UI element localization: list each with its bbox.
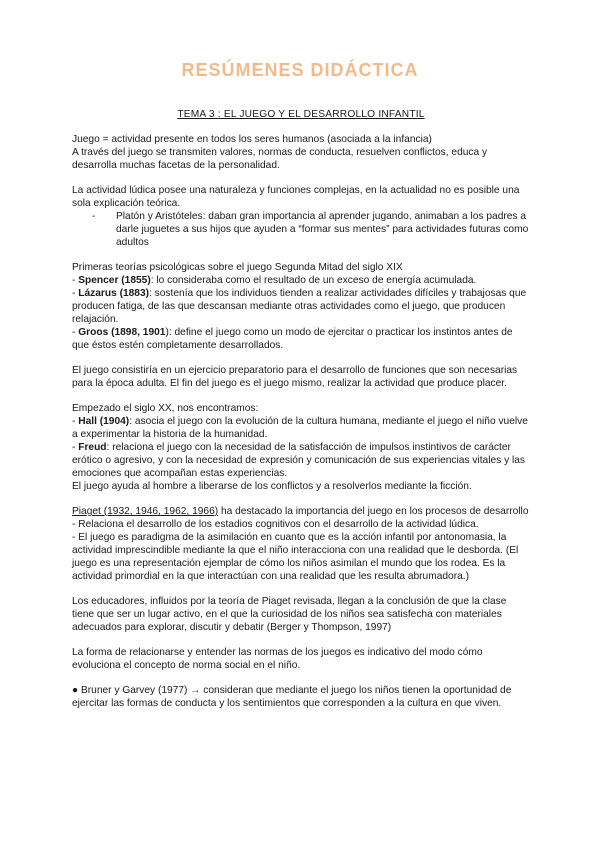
- siglo-xx-closing: El juego ayuda al hombre a liberarse de los conflictos y a resolverlos mediante la ficción.: [72, 481, 472, 492]
- piaget-section: [72, 505, 530, 583]
- freud-text: : relaciona el juego con la necesidad de la satisfacción de impulsos instintivos de carácter erótico o agresivo, y con la necesidad de expresión y comunicación de sus experiencias vitales y las emociones que acompañan estas experiencias.: [72, 442, 526, 479]
- platon-text: Platón y Aristóteles: daban gran importancia al aprender jugando, animaban a los padres a darle juguetes a sus hijos que ayuden a “formar sus mentes” para actividades futuras como adultos: [116, 211, 529, 248]
- platon-bullet: [92, 210, 530, 249]
- intro-section: [72, 133, 530, 172]
- preparatorio-text: El juego consistiría en un ejercicio preparatorio para el desarrollo de funciones que son necesarias para la época adulta. El fin del juego es el juego mismo, realizar la actividad que produce placer.: [72, 365, 518, 389]
- brand-header: RESÚMENES DIDÁCTICA: [181, 60, 419, 80]
- primeras-section: [72, 261, 530, 352]
- hall-name: Hall (1904): [78, 416, 130, 427]
- preparatorio-section: [72, 364, 530, 390]
- lazarus-name: Lázarus (1883): [78, 288, 150, 299]
- hall-text: : asocia el juego con la evolución de la cultura humana, mediante el juego el niño vuelve a experimentar la historia de la humanidad.: [72, 416, 528, 440]
- primeras-heading: Primeras teorías psicológicas sobre el juego Segunda Mitad del siglo XIX: [72, 262, 403, 273]
- piaget-intro: [72, 505, 530, 518]
- normas-section: [72, 646, 530, 672]
- piaget-point-1: - Relaciona el desarrollo de los estadios cognitivos con el desarrollo de la actividad lúdica.: [72, 519, 479, 530]
- educadores-text: Los educadores, influidos por la teoría de Piaget revisada, llegan a la conclusión de que la clase tiene que ser un lugar activo, en el que la curiosidad de los niños sea satisfecha con materiales adecuados para explorar, discutir y debatir (Berger y Thompson, 1997): [72, 596, 507, 633]
- freud-item: - Freud: relaciona el juego con la necesidad de la satisfacción de impulsos instintivos de carácter erótico o agresivo, y con la necesidad de expresión y comunicación de sus experiencias vitales y las emociones que acompañan estas experiencias.: [72, 442, 526, 479]
- ludica-text: La actividad lúdica posee una naturaleza y funciones complejas, en la actualidad no es posible una sola explicación teórica.: [72, 185, 520, 209]
- siglo-xx-heading: Empezado el siglo XX, nos encontramos:: [72, 403, 259, 414]
- freud-name: Freud: [78, 442, 107, 453]
- spencer-text: : lo consideraba como el resultado de un exceso de energía acumulada.: [150, 275, 477, 286]
- ludica-section: [72, 184, 530, 249]
- normas-text: La forma de relacionarse y entender las normas de los juegos es indicativo del modo cómo evoluciona el concepto de norma social en el niño.: [72, 647, 483, 671]
- lazarus-text: : sostenía que los individuos tienden a realizar actividades difíciles y trabajosas que producen fatiga, de las que descansan mediante otras actividades como el juego, que producen relajación.: [72, 288, 527, 325]
- bullet-dash: -: [92, 211, 96, 222]
- groos-text: ): define el juego como un modo de ejercitar o practicar los instintos antes de que éstos estén completamente desarrollados.: [72, 327, 513, 351]
- piaget-point-2: - El juego es paradigma de la asimilación en cuanto que es la acción infantil por antonomasia, la actividad imprescindible mediante la que el niño interacciona con una realidad que le desborda. (El juego es una representación ejemplar de cómo los niños asimilan el mundo que los rodea. Es la actividad primordial en la que interactúan con una realidad que les resulta abrumadora.): [72, 532, 519, 582]
- intro-line-2: A través del juego se transmiten valores, normas de conducta, resuelven conflictos, educa y desarrolla muchas facetas de la personalidad.: [72, 147, 488, 171]
- spencer-item: - Spencer (1855): lo consideraba como el resultado de un exceso de energía acumulada.: [72, 275, 477, 286]
- siglo-xx-section: [72, 402, 530, 493]
- groos-item: - Groos (1898, 1901): define el juego como un modo de ejercitar o practicar los instintos antes de que éstos estén completamente desarrollados.: [72, 327, 513, 351]
- educadores-section: [72, 595, 530, 634]
- bruner-section: [72, 684, 530, 710]
- intro-line-1: Juego = actividad presente en todos los seres humanos (asociada a la infancia): [72, 134, 432, 145]
- page-title: TEMA 3 : EL JUEGO Y EL DESARROLLO INFANTIL: [177, 109, 425, 120]
- document-body: [72, 108, 530, 722]
- groos-name: Groos (1898, 1901: [78, 327, 166, 338]
- lazarus-item: - Lázarus (1883): sostenía que los individuos tienden a realizar actividades difíciles y trabajosas que producen fatiga, de las que descansan mediante otras actividades como el juego, que producen relajación.: [72, 288, 527, 325]
- piaget-text: ha destacado la importancia del juego en los procesos de desarrollo: [218, 506, 529, 517]
- hall-item: - Hall (1904): asocia el juego con la evolución de la cultura humana, mediante el juego el niño vuelve a experimentar la historia de la humanidad.: [72, 416, 528, 440]
- bruner-text: ● Bruner y Garvey (1977) → consideran que mediante el juego los niños tienen la oportunidad de ejercitar las formas de conducta y los sentimientos que corresponden a la cultura en que viven.: [72, 685, 512, 709]
- spencer-name: Spencer (1855): [78, 275, 151, 286]
- piaget-reference: Piaget (1932, 1946, 1962, 1966): [72, 506, 219, 517]
